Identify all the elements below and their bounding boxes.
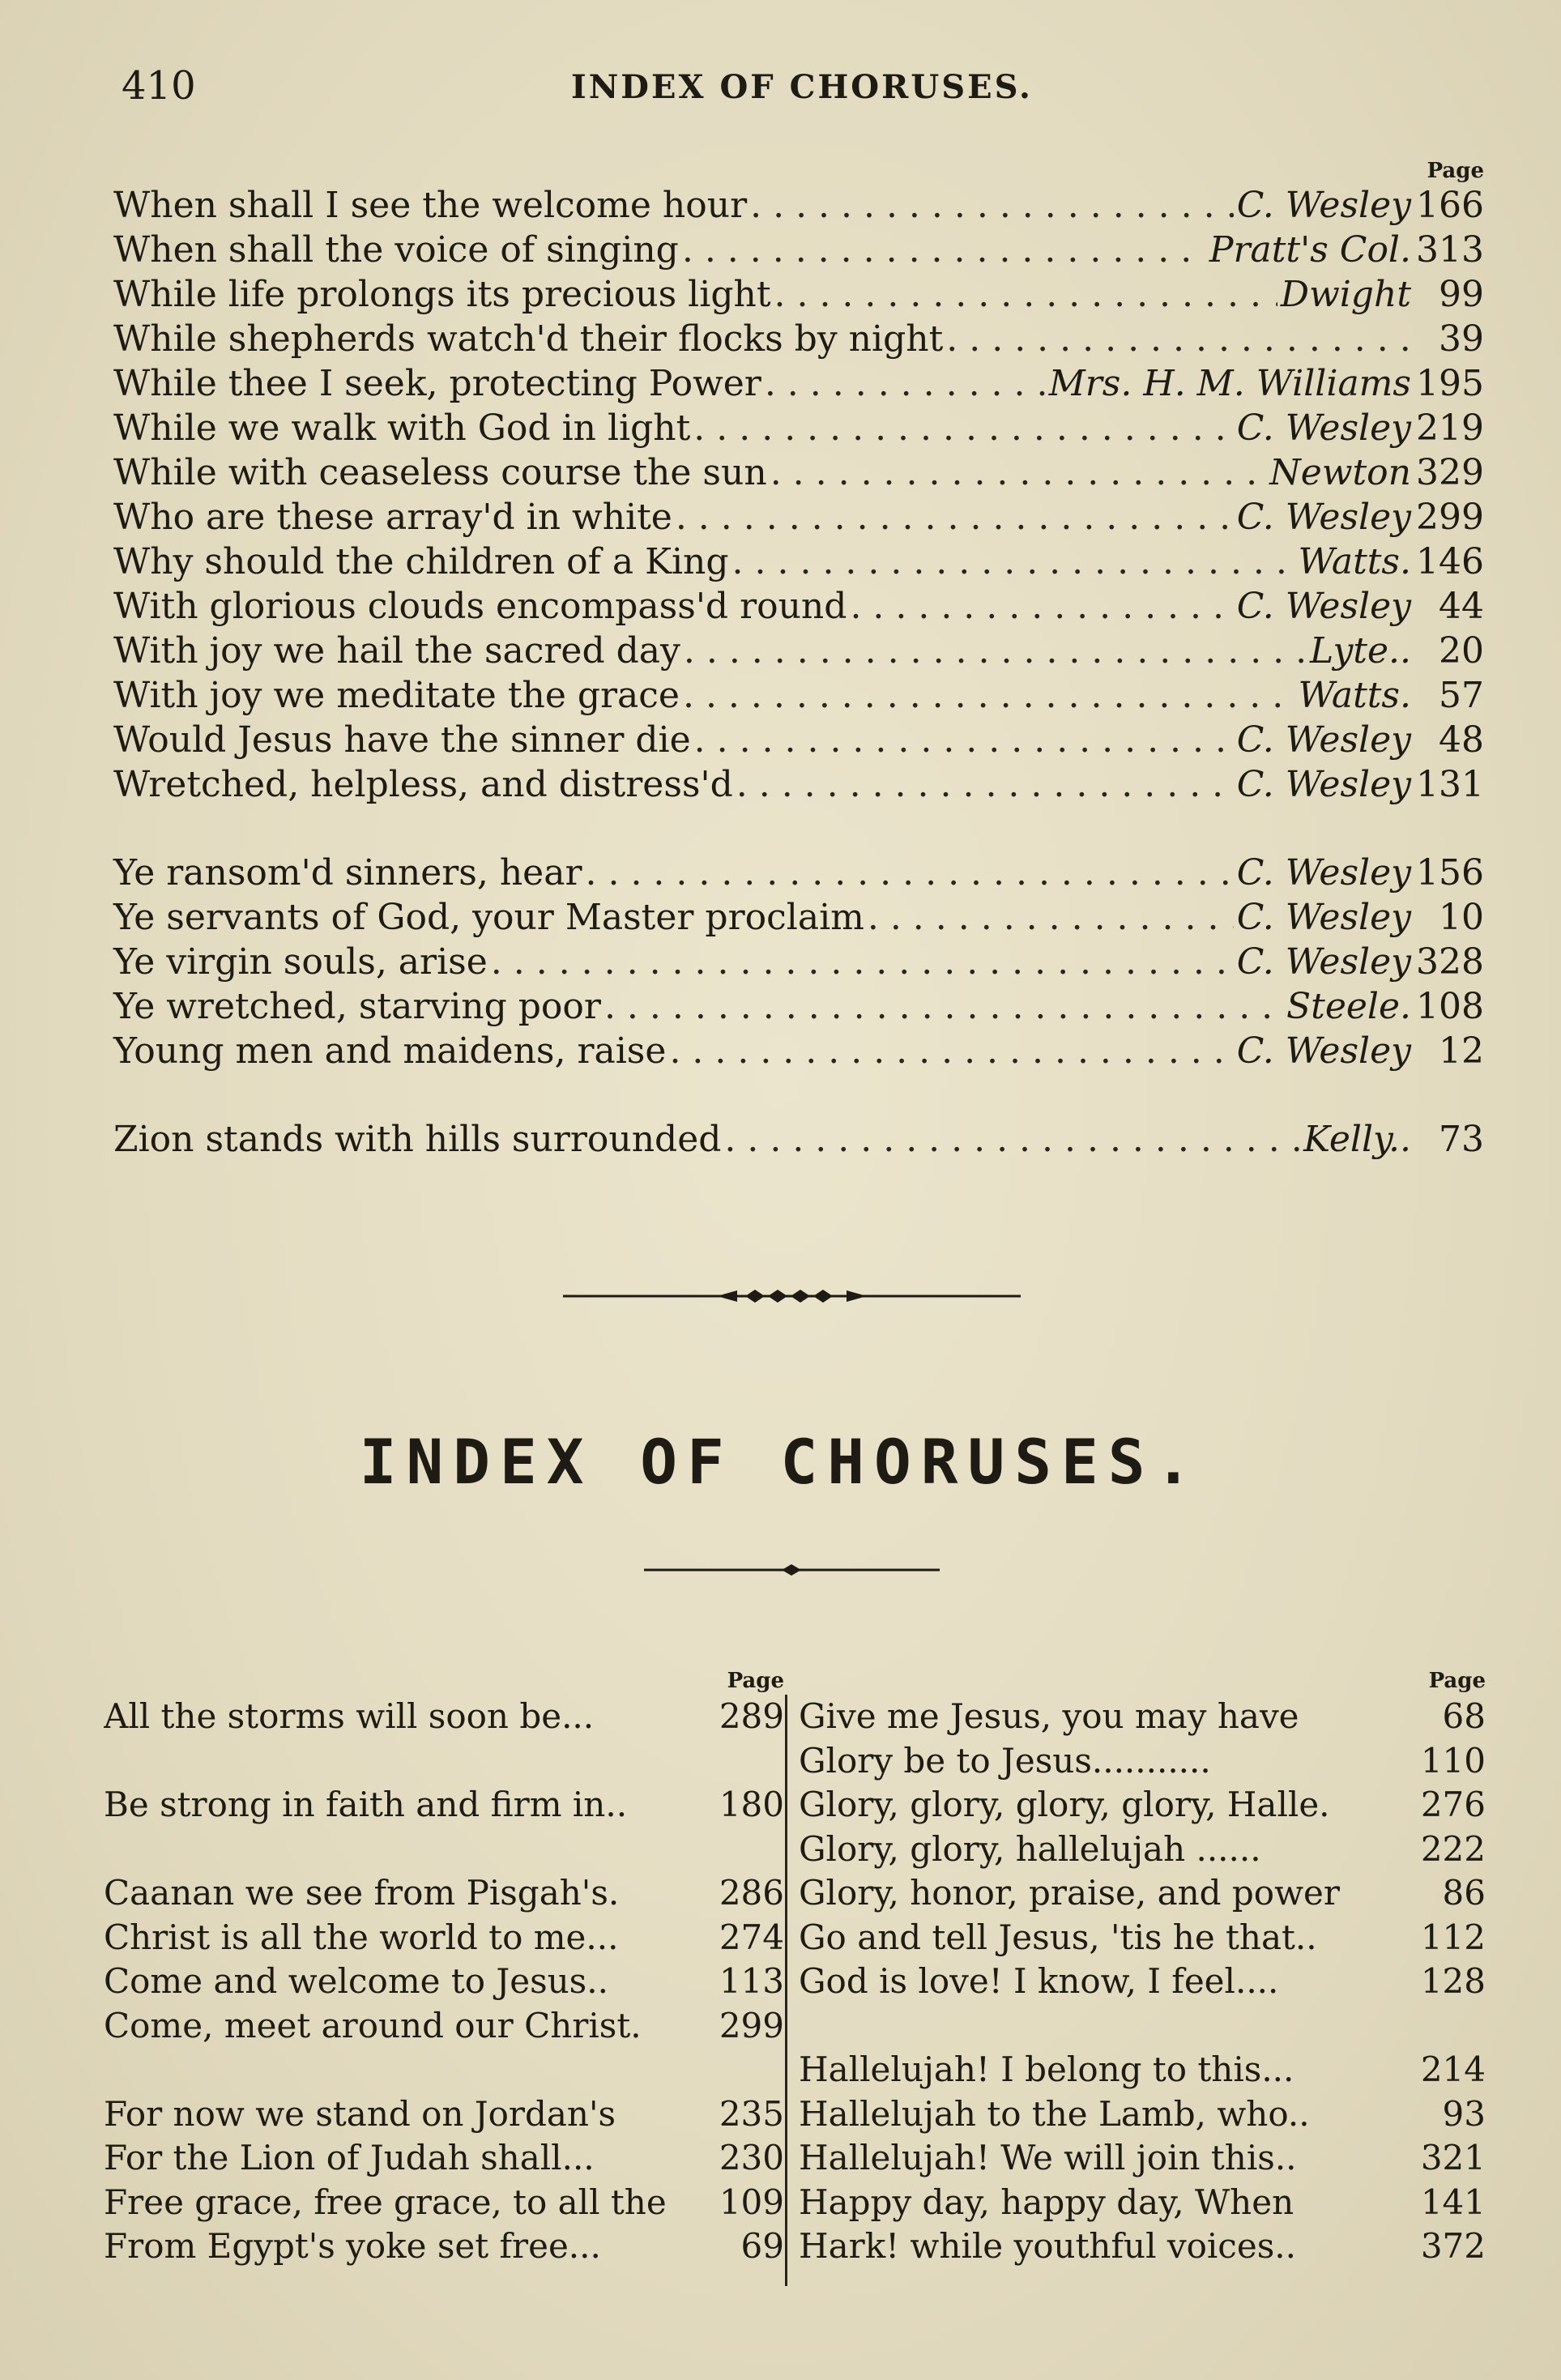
group-spacer: [113, 807, 1484, 851]
chorus-first-line: Be strong in faith and firm in..: [104, 1785, 628, 1824]
entry-first-line: Would Jesus have the sinner die: [113, 719, 691, 761]
chorus-first-line: Christ is all the world to me...: [104, 1917, 619, 1957]
chorus-first-line: Glory be to Jesus...........: [799, 1740, 1211, 1781]
index-entry: [113, 450, 1484, 495]
index-entry: [113, 406, 1484, 450]
index-entry: [113, 183, 1484, 228]
entry-first-line: Ye virgin souls, arise: [113, 941, 488, 983]
chorus-entry: [104, 2004, 784, 2049]
chorus-page: 276: [1420, 1785, 1486, 1824]
chorus-entry: [799, 1828, 1486, 1872]
chorus-first-line: Caanan we see from Pisgah's.: [104, 1873, 620, 1913]
dot-leader: [868, 895, 1234, 940]
chorus-entry: [799, 2092, 1486, 2137]
chorus-first-line: Come and welcome to Jesus..: [104, 1961, 608, 2001]
entry-first-line: With joy we hail the sacred day: [113, 630, 680, 672]
section-title: INDEX OF CHORUSES.: [359, 1426, 1202, 1498]
chorus-page: 299: [719, 2005, 784, 2045]
dot-leader: [586, 851, 1234, 895]
entry-author: C. Wesley: [1236, 1030, 1411, 1072]
entry-page: 195: [1416, 363, 1484, 404]
entry-first-line: While we walk with God in light: [113, 407, 691, 449]
index-entry: [113, 272, 1484, 317]
entry-first-line: When shall the voice of singing: [113, 229, 679, 271]
entry-author: Dwight: [1280, 274, 1411, 315]
index-entry: [113, 629, 1484, 673]
choruses-right-column: [799, 1667, 1486, 2269]
index-entry: [113, 584, 1484, 629]
entry-first-line: Why should the children of a King: [113, 541, 729, 582]
entry-author: C. Wesley: [1236, 407, 1411, 449]
choruses-left-page-label: Page: [727, 1669, 784, 1693]
running-head: [122, 63, 1482, 112]
entry-author: Steele.: [1286, 986, 1411, 1027]
entry-page: 44: [1439, 586, 1484, 627]
entry-first-line: While thee I seek, protecting Power: [113, 363, 761, 404]
chorus-first-line: Give me Jesus, you may have: [799, 1696, 1299, 1736]
chorus-entry: [799, 2181, 1486, 2225]
entry-first-line: Wretched, helpless, and distress'd: [113, 764, 733, 805]
entry-author: C. Wesley: [1236, 852, 1411, 894]
chorus-entry: [104, 1871, 784, 1916]
group-spacer: [104, 1739, 784, 1784]
chorus-first-line: From Egypt's yoke set free...: [104, 2226, 601, 2266]
entry-page: 48: [1439, 719, 1484, 761]
dot-leader: [669, 1029, 1233, 1073]
entry-first-line: While shepherds watch'd their flocks by night: [113, 318, 944, 360]
entry-page: 156: [1416, 852, 1484, 894]
entry-page: 39: [1439, 318, 1484, 360]
chorus-page: 69: [740, 2226, 784, 2266]
chorus-page: 112: [1420, 1917, 1486, 1957]
chorus-entry: [104, 2092, 784, 2137]
index-entry: [113, 228, 1484, 272]
chorus-page: 180: [719, 1785, 784, 1824]
entry-page: 329: [1416, 452, 1484, 493]
entry-first-line: Who are these array'd in white: [113, 497, 672, 538]
dot-leader: [683, 673, 1294, 718]
entry-author: Mrs. H. M. Williams: [1048, 363, 1411, 404]
chorus-first-line: Hallelujah to the Lamb, who..: [799, 2093, 1310, 2134]
entry-author: Watts.: [1298, 675, 1411, 716]
entry-first-line: When shall I see the welcome hour: [113, 185, 748, 226]
chorus-first-line: God is love! I know, I feel....: [799, 1961, 1279, 2001]
entry-author: Watts.: [1298, 541, 1411, 582]
dot-leader: [736, 762, 1234, 807]
chorus-page: 214: [1420, 2049, 1486, 2089]
dot-leader: [946, 317, 1408, 361]
hymn-index-page-label: Page: [1427, 159, 1484, 183]
chorus-first-line: Hark! while youthful voices..: [799, 2226, 1296, 2266]
group-spacer: [104, 1828, 784, 1872]
chorus-entry: [104, 2181, 784, 2225]
entry-page: 328: [1416, 941, 1484, 983]
entry-author: C. Wesley: [1236, 586, 1411, 627]
chorus-entry: [799, 2136, 1486, 2181]
entry-first-line: Ye servants of God, your Master proclaim: [113, 897, 864, 938]
entry-author: C. Wesley: [1236, 497, 1411, 538]
index-entry: [113, 673, 1484, 718]
index-entry: [113, 895, 1484, 940]
column-divider: [785, 1695, 787, 2286]
chorus-first-line: Happy day, happy day, When: [799, 2182, 1294, 2222]
chorus-entry: [799, 1739, 1486, 1784]
dot-leader: [693, 406, 1233, 450]
chorus-page: 321: [1420, 2138, 1486, 2177]
entry-author: C. Wesley: [1236, 897, 1411, 938]
entry-first-line: While with ceaseless course the sun: [113, 452, 767, 493]
chorus-entry: [104, 2224, 784, 2269]
dot-leader: [765, 361, 1046, 406]
choruses-index: [104, 1667, 1486, 2283]
dot-leader: [732, 540, 1295, 584]
dot-leader: [491, 940, 1234, 984]
chorus-first-line: Glory, glory, hallelujah ......: [799, 1828, 1261, 1869]
page-number: 410: [122, 63, 196, 109]
chorus-page: 128: [1420, 1961, 1486, 2001]
index-entry: [113, 1029, 1484, 1073]
dot-leader: [604, 984, 1283, 1029]
choruses-left-column: [104, 1667, 784, 2269]
dot-leader: [724, 1117, 1300, 1162]
chorus-first-line: For now we stand on Jordan's: [104, 2093, 616, 2134]
entry-page: 57: [1439, 675, 1484, 716]
index-entry: [113, 940, 1484, 984]
entry-page: 73: [1439, 1119, 1484, 1160]
dot-leader: [694, 718, 1234, 762]
entry-page: 12: [1439, 1030, 1484, 1072]
chorus-first-line: Glory, honor, praise, and power: [799, 1873, 1340, 1913]
chorus-entry: [104, 1916, 784, 1960]
entry-first-line: While life prolongs its precious light: [113, 274, 771, 315]
entry-author: C. Wesley: [1236, 941, 1411, 983]
entry-first-line: With glorious clouds encompass'd round: [113, 586, 847, 627]
chorus-first-line: Free grace, free grace, to all the: [104, 2182, 667, 2222]
decorative-rule-ornament: [563, 1284, 1021, 1308]
chorus-page: 274: [719, 1917, 784, 1957]
chorus-page: 286: [719, 1873, 784, 1913]
entry-page: 313: [1416, 229, 1484, 271]
decorative-rule-diamond: [644, 1562, 940, 1578]
index-entry: [113, 984, 1484, 1029]
index-entry: [113, 317, 1484, 361]
entry-author: Newton: [1269, 452, 1411, 493]
group-spacer: [104, 2048, 784, 2092]
chorus-page: 109: [719, 2182, 784, 2222]
chorus-page: 86: [1442, 1873, 1486, 1913]
chorus-entry: [799, 1960, 1486, 2004]
chorus-page: 289: [719, 1696, 784, 1736]
entry-page: 20: [1439, 630, 1484, 672]
chorus-entry: [799, 1783, 1486, 1828]
chorus-first-line: All the storms will soon be...: [104, 1696, 595, 1736]
entry-author: C. Wesley: [1236, 185, 1411, 226]
chorus-page: 93: [1442, 2093, 1486, 2134]
entry-author: C. Wesley: [1236, 719, 1411, 761]
chorus-page: 372: [1420, 2226, 1486, 2266]
chorus-page: 113: [719, 1961, 784, 2001]
chorus-first-line: Hallelujah! We will join this..: [799, 2138, 1297, 2177]
dot-leader: [684, 629, 1307, 673]
entry-author: C. Wesley: [1236, 764, 1411, 805]
dot-leader: [774, 272, 1277, 317]
group-spacer: [799, 2004, 1486, 2049]
chorus-first-line: For the Lion of Judah shall...: [104, 2138, 595, 2177]
hymn-index-list: [113, 183, 1484, 1162]
entry-page: 108: [1416, 986, 1484, 1027]
chorus-first-line: Glory, glory, glory, glory, Halle.: [799, 1785, 1330, 1824]
entry-page: 10: [1439, 897, 1484, 938]
chorus-entry: [799, 1871, 1486, 1916]
dot-leader: [682, 228, 1206, 272]
chorus-page: 141: [1420, 2182, 1486, 2222]
chorus-page: 110: [1420, 1740, 1486, 1781]
dot-leader: [676, 495, 1234, 540]
entry-author: Lyte..: [1310, 630, 1411, 672]
entry-author: Pratt's Col.: [1209, 229, 1411, 271]
index-entry: [113, 851, 1484, 895]
entry-first-line: Ye ransom'd sinners, hear: [113, 852, 582, 894]
entry-author: Kelly..: [1303, 1119, 1411, 1160]
entry-page: 131: [1416, 764, 1484, 805]
dot-leader: [850, 584, 1233, 629]
chorus-page: 235: [719, 2093, 784, 2134]
chorus-page: 230: [719, 2138, 784, 2177]
entry-page: 166: [1416, 185, 1484, 226]
chorus-entry: [799, 1916, 1486, 1960]
entry-page: 299: [1416, 497, 1484, 538]
chorus-page: 68: [1442, 1696, 1486, 1736]
index-entry: [113, 540, 1484, 584]
chorus-entry: [104, 1695, 784, 1739]
entry-first-line: Ye wretched, starving poor: [113, 986, 601, 1027]
entry-first-line: Young men and maidens, raise: [113, 1030, 667, 1072]
chorus-entry: [799, 2048, 1486, 2092]
chorus-entry: [104, 1783, 784, 1828]
dot-leader: [750, 183, 1234, 228]
index-entry: [113, 361, 1484, 406]
entry-first-line: Zion stands with hills surrounded: [113, 1119, 722, 1160]
index-entry: [113, 495, 1484, 540]
entry-page: 99: [1439, 274, 1484, 315]
index-entry: [113, 762, 1484, 807]
chorus-entry: [104, 2136, 784, 2181]
chorus-entry: [799, 1695, 1486, 1739]
index-entry: [113, 718, 1484, 762]
chorus-page: 222: [1420, 1828, 1486, 1869]
entry-first-line: With joy we meditate the grace: [113, 675, 680, 716]
chorus-first-line: Come, meet around our Christ.: [104, 2005, 642, 2045]
chorus-first-line: Hallelujah! I belong to this...: [799, 2049, 1294, 2089]
running-title: INDEX OF CHORUSES.: [571, 68, 1033, 106]
choruses-right-page-label: Page: [1428, 1669, 1486, 1693]
chorus-entry: [799, 2224, 1486, 2269]
index-entry: [113, 1117, 1484, 1162]
entry-page: 146: [1416, 541, 1484, 582]
group-spacer: [113, 1073, 1484, 1117]
entry-page: 219: [1416, 407, 1484, 449]
chorus-entry: [104, 1960, 784, 2004]
chorus-first-line: Go and tell Jesus, 'tis he that..: [799, 1917, 1317, 1957]
dot-leader: [770, 450, 1267, 495]
